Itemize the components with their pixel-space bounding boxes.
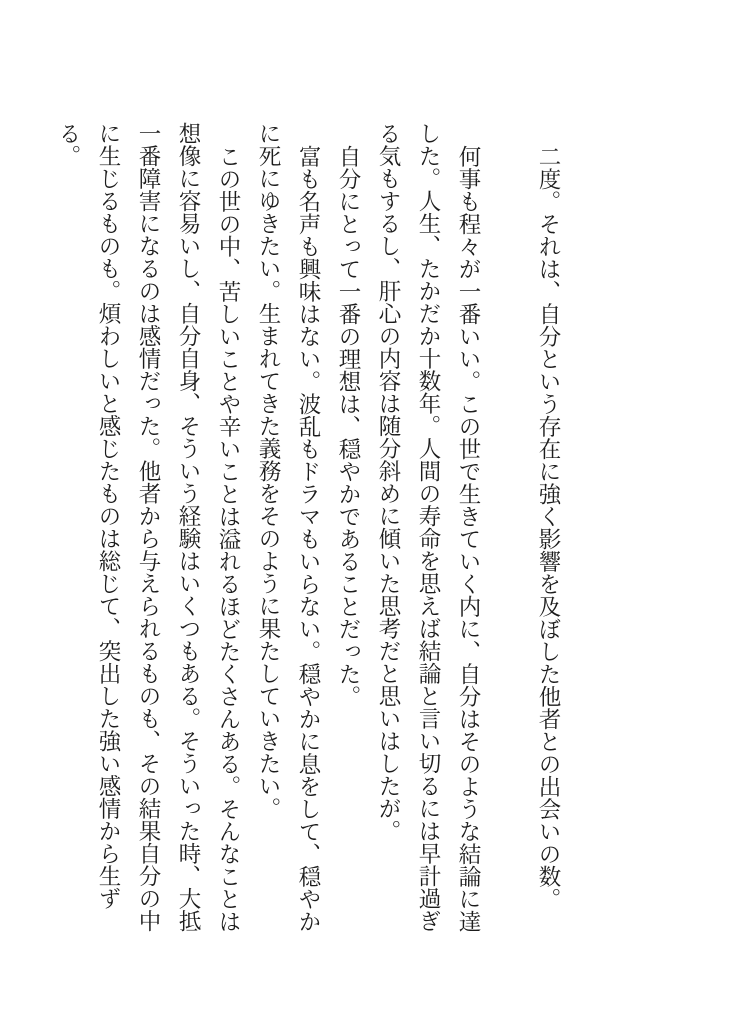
- paragraph-3: 自分にとって一番の理想は、穏やかであることだった。: [336, 144, 361, 707]
- paragraph-5: この世の中、苦しいことや辛いことは溢れるほどたくさんある。そんなことは想像に容易いし、自分自身、そういう経験はいくつもある。そういった時、大抵一番障害になるのは感情だった。他者から与えられるものも、その結果自分の中に生じるものも。煩わしいと感じたものは総じて、突出した強い感情から生ずる。: [56, 122, 241, 932]
- paragraph-2: 何事も程々が一番いい。この世で生きていく内に、自分はそのような結論に達した。人生、たかだか十数年。人間の寿命を思えば結論と言い切るには早計過ぎる気もするし、肝心の内容は随分斜めに傾いた思考だと思いはしたが。: [376, 122, 481, 932]
- vertical-text-block: [48, 122, 568, 934]
- paragraph-4: 富も名声も興味はない。波乱もドラマもいらない。穏やかに息をして、穏やかに死にゆきたい。生まれてきた義務をそのように果たしていきたい。: [256, 122, 321, 932]
- paragraph-1: 二度。それは、自分という存在に強く影響を及ぼした他者との出会いの数。: [536, 144, 561, 910]
